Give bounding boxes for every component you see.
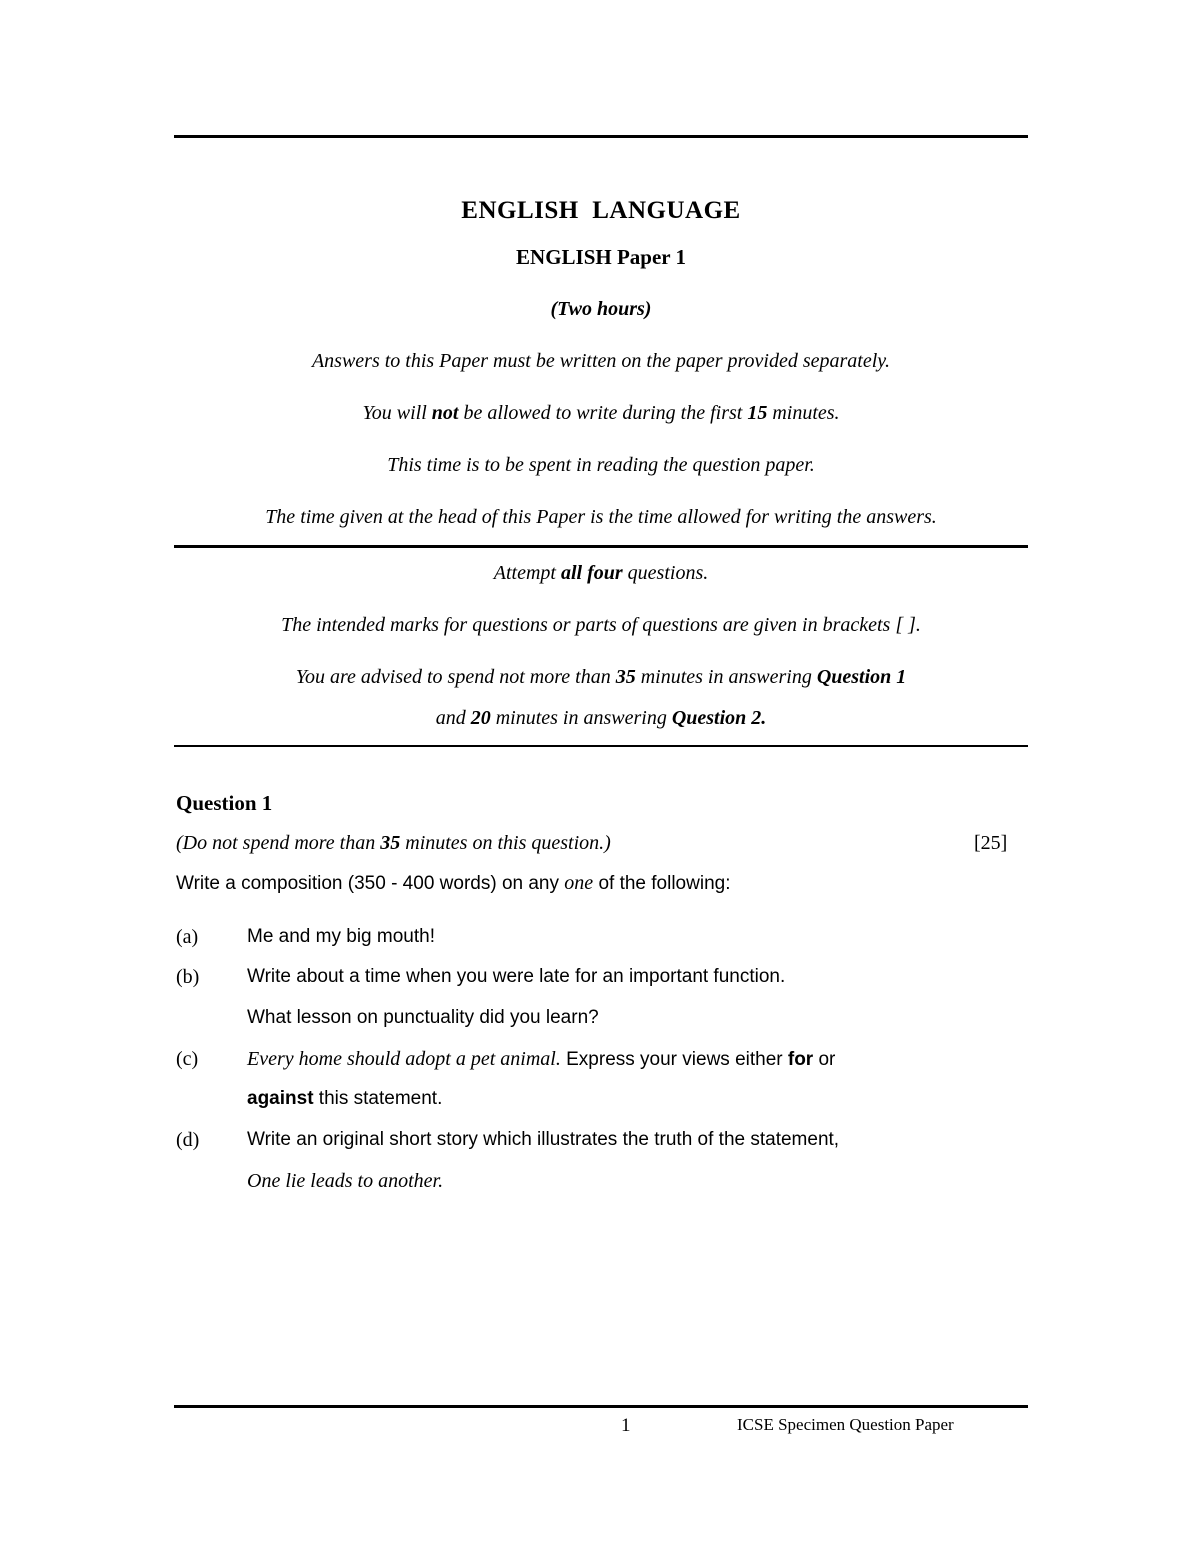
option-label-b: (b) bbox=[176, 966, 200, 988]
option-b-text-line2: What lesson on punctuality did you learn? bbox=[247, 1007, 599, 1028]
instruction-advice-line2: and 20 minutes in answering Question 2. bbox=[435, 707, 767, 729]
instruction-no-write: You will not be allowed to write during the first 15 minutes. bbox=[362, 402, 840, 424]
question-time-note: (Do not spend more than 35 minutes on this question.) bbox=[176, 832, 611, 854]
instruction-time-allowed: The time given at the head of this Paper is the time allowed for writing the answers. bbox=[265, 506, 937, 528]
option-d-text-line1: Write an original short story which illustrates the truth of the statement, bbox=[247, 1129, 840, 1150]
question-prompt: Write a composition (350 - 400 words) on any one of the following: bbox=[176, 872, 731, 894]
lower-rule bbox=[174, 745, 1028, 747]
option-label-c: (c) bbox=[176, 1048, 199, 1070]
question-marks: [25] bbox=[974, 832, 1008, 854]
option-a-text: Me and my big mouth! bbox=[247, 926, 435, 947]
instruction-attempt: Attempt all four questions. bbox=[493, 562, 709, 584]
option-label-a: (a) bbox=[176, 926, 199, 948]
option-c-text-line1: Every home should adopt a pet animal. Express your views either for or bbox=[247, 1048, 836, 1070]
option-label-d: (d) bbox=[176, 1129, 200, 1151]
instruction-reading-time: This time is to be spent in reading the question paper. bbox=[387, 454, 815, 476]
instruction-answers: Answers to this Paper must be written on the paper provided separately. bbox=[311, 350, 891, 372]
option-d-text-line2: One lie leads to another. bbox=[247, 1170, 444, 1192]
question-heading: Question 1 bbox=[176, 791, 273, 815]
page-number: 1 bbox=[621, 1415, 631, 1436]
option-c-text-line2: against this statement. bbox=[247, 1088, 443, 1109]
footer-rule bbox=[174, 1405, 1028, 1408]
duration: (Two hours) bbox=[550, 298, 652, 320]
option-b-text-line1: Write about a time when you were late for an important function. bbox=[247, 966, 786, 987]
paper-subtitle: ENGLISH Paper 1 bbox=[516, 245, 686, 269]
top-rule bbox=[174, 135, 1028, 138]
instruction-advice-line1: You are advised to spend not more than 35 minutes in answering Question 1 bbox=[295, 666, 907, 688]
page-title: ENGLISH LANGUAGE bbox=[461, 197, 741, 224]
instruction-marks: The intended marks for questions or parts of questions are given in brackets [ ]. bbox=[281, 614, 921, 636]
middle-rule bbox=[174, 545, 1028, 548]
footer-label: ICSE Specimen Question Paper bbox=[737, 1415, 954, 1434]
